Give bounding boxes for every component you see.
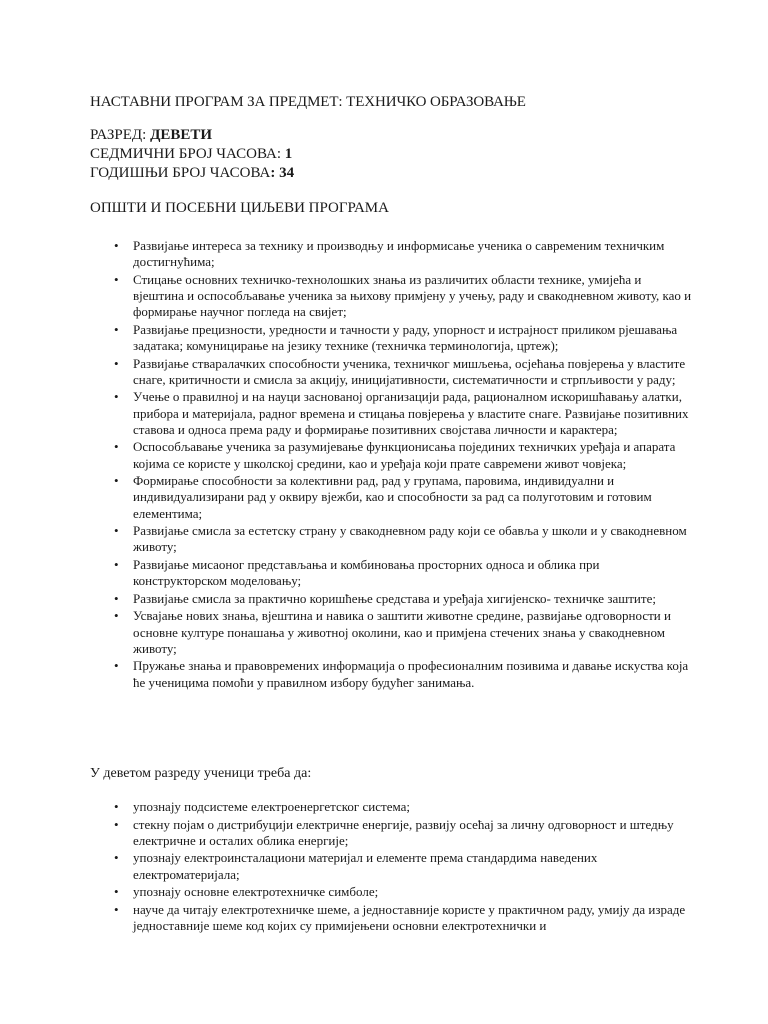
list-item: • упознају подсистеме електроенергетског система; [133, 799, 693, 815]
list-item: • Учење о правилној и на науци заснованој организацији рада, рационалном искоришћавању алатки, прибора и материјала, радног времена и стицања повјерења у властите снаге. Развијање позитивних ставова и односа према раду и формирање позитивних својстава личности и карактера; [133, 389, 693, 438]
list-item: • Развијање смисла за естетску страну у свакодневном раду који се обавља у школи и у свакодневном животу; [133, 523, 693, 555]
grade-line [90, 126, 294, 145]
yearly-hours-value: : 34 [270, 165, 295, 181]
list-item: • Стицање основних техничко-технолошких знања из различитих области технике, умијећа и вјештина и оспособљавање ученика за њихову примјену у учењу, раду и свакодневном животу, као и формирање научног погледа на свијет; [133, 272, 693, 321]
list-item: • Развијање стваралачких способности ученика, техничког мишљења, осјећања повјерења у властите снаге, критичности и смисла за акцију, иницијативности, систематичности и стрпљивости у раду; [133, 356, 693, 388]
list-item: • Оспособљавање ученика за разумијевање функционисања појединих техничких уређаја и апарата којима се користе у школској средини, као и уређаја који прате савремени живот човјека; [133, 439, 693, 471]
yearly-hours-label: ГОДИШЊИ БРОЈ ЧАСОВА [90, 165, 271, 181]
yearly-hours-line [90, 164, 294, 183]
weekly-hours-value: 1 [284, 146, 293, 162]
goals-heading: ОПШТИ И ПОСЕБНИ ЦИЉЕВИ ПРОГРАМА [90, 200, 389, 216]
grade-value: ДЕВЕТИ [150, 127, 213, 143]
list-item: • науче да читају електротехничке шеме, а једноставније користе у практичном раду, умију да израде једноставније шеме код којих су примијењени основни електротехнички и [133, 902, 693, 934]
list-item: • Развијање прецизности, уредности и тачности у раду, упорност и истрајност приликом рјешавања задатака; комуницирање на језику технике (техничка терминологија, цртеж); [133, 322, 693, 354]
document-title: НАСТАВНИ ПРОГРАМ ЗА ПРЕДМЕТ: ТЕХНИЧКО ОБРАЗОВАЊЕ [90, 94, 526, 110]
list-item: • Развијање смисла за практично коришћење средстава и уређаја хигијенско- техничке заштите; [133, 591, 693, 607]
list-item: • стекну појам о дистрибуцији електричне енергије, развију осећај за личну одговорност и штедњу електричне и осталих облика енергије; [133, 817, 693, 849]
goals-list [116, 238, 693, 692]
course-meta [90, 126, 294, 183]
list-item: • Формирање способности за колективни рад, рад у групама, паровима, индивидуални и индивидуализирани рад у оквиру вјежби, као и способности за рад са полуготовим и готовим елементима; [133, 473, 693, 522]
list-item: • упознају основне електротехничке симболе; [133, 884, 693, 900]
outcomes-list [116, 799, 693, 936]
weekly-hours-label: СЕДМИЧНИ БРОЈ ЧАСОВА: [90, 146, 285, 162]
list-item: • Пружање знања и правовремених информација о професионалним позивима и давање искуства која ће ученицима помоћи у правилном избору будућег занимања. [133, 658, 693, 690]
list-item: • Развијање мисаоног представљања и комбиновања просторних односа и облика при конструкторском моделовању; [133, 557, 693, 589]
list-item: • Развијање интереса за технику и производњу и информисање ученика о савременим техничким достигнућима; [133, 238, 693, 270]
weekly-hours-line [90, 145, 294, 164]
grade-label: РАЗРЕД: [90, 127, 151, 143]
list-item: • Усвајање нових знања, вјештина и навика о заштити животне средине, развијање одговорности и основне културе понашања у животној околини, као и примјена стечених знања у свакодневном животу; [133, 608, 693, 657]
list-item: • упознају електроинсталациони материјал и елементе према стандардима наведених електроматеријала; [133, 850, 693, 882]
outcomes-intro: У деветом разреду ученици треба да: [90, 766, 312, 781]
